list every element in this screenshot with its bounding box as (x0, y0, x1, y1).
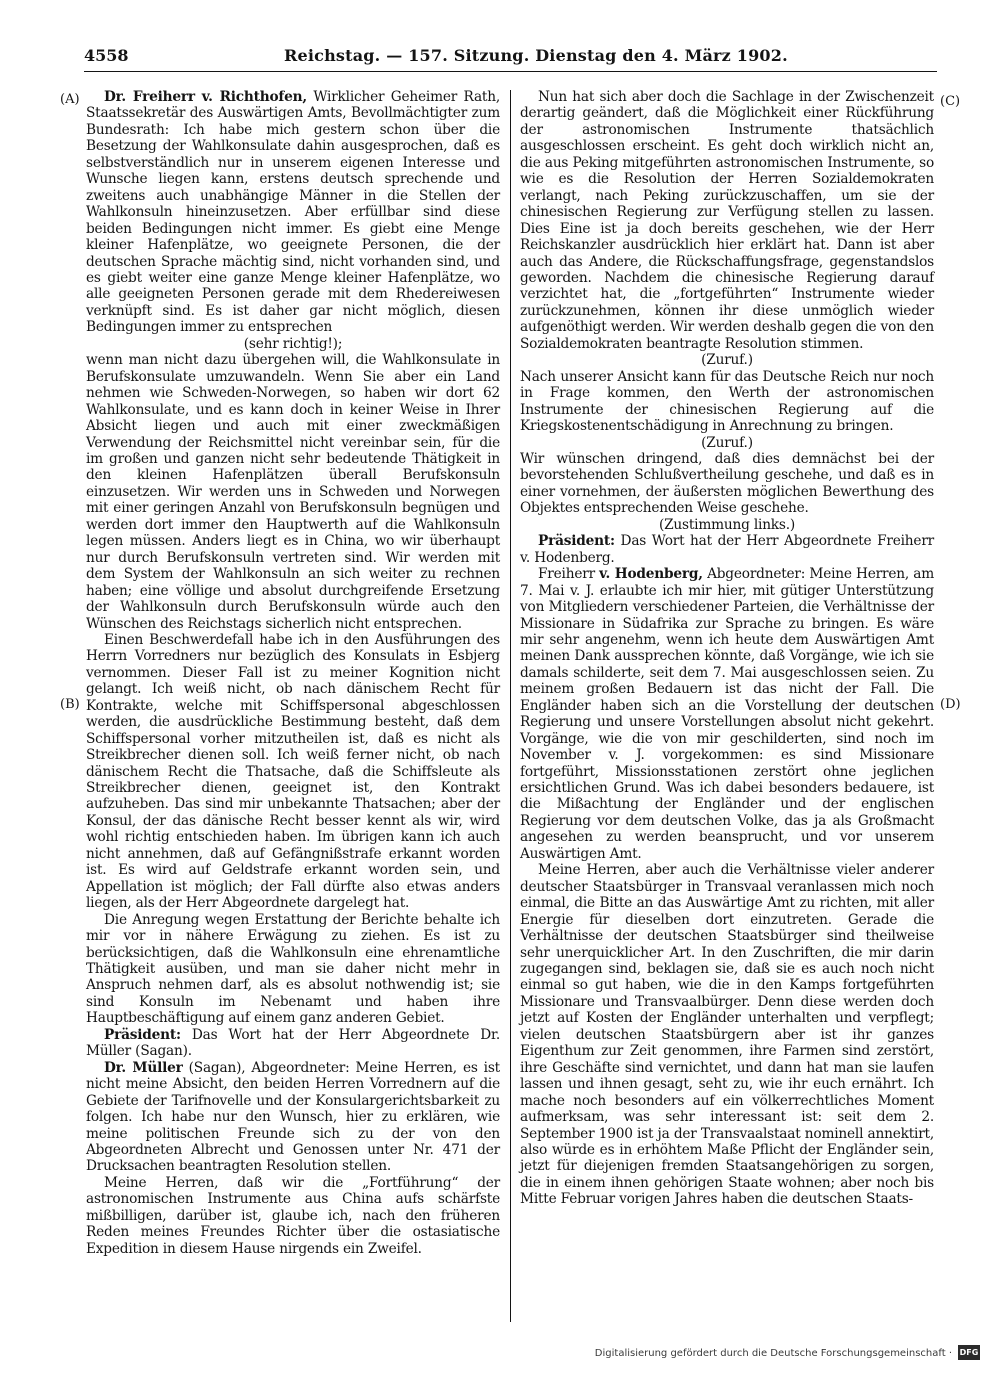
paragraph: Einen Beschwerdefall habe ich in den Ausführungen des Herrn Vorredners nur bezüglich des Konsulats in Esbjerg vernommen. Dieser Fall ist zu meiner Kognition nicht gelangt. Ich weiß nicht, ob nach dänischem Recht für Kontrakte, welche mit Schiffspersonal abgeschlossen werden, die ausdrückliche Bestimmung besteht, daß dem Schiffspersonal vorher mitzutheilen ist, daß es nicht als Streikbrecher dienen soll. Ich weiß ferner nicht, ob nach dänischem Recht die Thatsache, daß die Schiffsleute als Streikbrecher dienen, geeignet ist, den Kontrakt aufzuheben. Das sind mir unbekannte Thatsachen; aber der Konsul, der das dänische Recht besser kennt als wir, wird wohl richtig entschieden haben. Im übrigen kann ich auch nicht annehmen, daß auf Gefängnißstrafe erkannt worden ist. Es wird auf Geldstrafe erkannt worden sein, und Appellation ist möglich; der Fall dürfte also etwas anders liegen, als der Herr Abgeordnete dargelegt hat. (86, 631, 500, 912)
column-divider (510, 90, 511, 1322)
page-header (84, 44, 937, 70)
paragraph: Nach unserer Ansicht kann für das Deutsche Reich nur noch in Frage kommen, den Werth der astronomischen Instrumente der chinesischen Regierung auf die Kriegskostenentschädigung in Anrechnung zu bringen. (520, 368, 934, 435)
margin-mark-c: (C) (940, 94, 961, 109)
funding-note: Digitalisierung gefördert durch die Deutsche Forschungsgemeinschaft · (594, 1348, 952, 1359)
left-column (86, 89, 500, 1257)
speaker-title: Freiherr (538, 566, 600, 583)
paragraph: Die Anregung wegen Erstattung der Berichte behalte ich mir vor in nähere Erwägung zu ziehen. Es ist zu berücksichtigen, daß die Wahlkonsuln eine ehrenamtliche Thätigkeit ausüben, und man sie daher nicht mehr in Anspruch nehmen darf, als es absolut nothwendig ist; sie sind Konsuln im Nebenamt und haben ihre Hauptbeschäftigung auf einem ganz anderen Gebiet. (86, 911, 500, 1027)
president-label: Präsident: (104, 1026, 181, 1043)
speaker-name: v. Hodenberg, (599, 566, 703, 583)
paragraph-text: Das Wort hat der Herr Abgeordnete Dr. Müller (Sagan). (86, 1026, 500, 1060)
speaker-name: Dr. Freiherr v. Richthofen, (104, 89, 307, 105)
interjection: (Zuruf.) (701, 434, 753, 451)
footer (594, 1344, 980, 1364)
paragraph: Nun hat sich aber doch die Sachlage in der Zwischenzeit derartig geändert, daß die Möglichkeit einer Rückführung der astronomischen Instrumente thatsächlich ausgeschlossen erscheint. Es geht doch wirklich nicht an, die aus Peking mitgeführten astronomischen Instrumente, so wie es die Resolution der Herren Sozialdemokraten verlangt, nach Peking zurückzuschaffen, um sie der chinesischen Regierung zur Verfügung stellen zu lassen. Dies Eine ist ja doch bereits geschehen, wie der Herr Reichskanzler ausdrücklich hier erklärt hat. Dann ist aber auch das Andere, die Rückschaffungsfrage, gegenstandslos geworden. Nachdem die chinesische Regierung darauf verzichtet hat, die „fortgeführten“ Instrumente wieder zurückzunehmen, können ihr diese unmöglich wieder aufgenöthigt werden. Wir werden deshalb gegen die von den Sozialdemokraten beantragte Resolution stimmen. (520, 89, 934, 352)
paragraph-text: Das Wort hat der Herr Abgeordnete Freiherr v. Hodenberg. (520, 533, 934, 566)
dfg-logo: DFG (958, 1345, 980, 1360)
paragraph (86, 1027, 500, 1060)
margin-mark-b: (B) (60, 697, 80, 712)
paragraph (520, 533, 934, 566)
paragraph (520, 566, 934, 862)
paragraph: Meine Herren, aber auch die Verhältnisse vieler anderer deutscher Staatsbürger in Transvaal veranlassen mich noch einmal, die Bitte an das Auswärtige Amt zu richten, mit aller Energie für dieselben dort einzutreten. Gerade die Verhältnisse der deutschen Staatsbürger sind theilweise sehr unerquicklicher Art. In den Zuschriften, die mir darin zugegangen sind, beklagen sie, daß sie es auch noch nicht einmal so gut haben, wie die in den Kamps fortgeführten Missionare und Transvaalbürger. Denn diese werden doch jetzt auf Kosten der Engländer unterhalten und verpflegt; vielen deutschen Staatsbürgern aber ist ihr ganzes Eigenthum zur Zeit genommen, ihre Farmen sind zerstört, ihre Geschäfte sind vernichtet, und dann hat man sie laufen lassen und ihnen gesagt, seht zu, wie ihr euch ernährt. Ich mache noch besonders auf ein völkerrechtliches Moment aufmerksam, was sehr interessant ist: seit dem 2. September 1900 ist ja der Transvaalstaat nominell annektirt, also würde es in erhöhtem Maße Pflicht der Engländer sein, jetzt für diejenigen fremden Staatsangehörigen zu sorgen, die in einem ihnen gehörigen Staate wohnen; aber noch bis Mitte Februar vorigen Jahres haben die deutschen Staats- (520, 862, 934, 1208)
right-column (520, 89, 934, 1208)
paragraph (86, 89, 500, 336)
paragraph: Meine Herren, daß wir die „Fortführung“ der astronomischen Instrumente aus China aufs schärfste mißbilligen, darüber ist, glaube ich, nach den früheren Reden meines Freundes Richter über die ostasiatische Expedition in diesem Hause nirgends ein Zweifel. (86, 1174, 500, 1257)
margin-mark-a: (A) (60, 92, 80, 107)
president-label: Präsident: (538, 533, 615, 550)
paragraph-text: (Sagan), Abgeordneter: Meine Herren, es ist nicht meine Absicht, den beiden Herren Vorrednern auf die Gebiete der Tarifnovelle und der Konsulargerichtsbarkeit zu folgen. Ich habe nur den Wunsch, hier zu erklären, wie meine politischen Freunde sich zu der von den Abgeordneten Albrecht und Genossen unter Nr. 471 der Drucksachen beantragten Resolution stellen. (86, 1059, 500, 1175)
paragraph: Wir wünschen dringend, daß dies demnächst bei der bevorstehenden Schlußvertheilung geschehe, und daß es in einer vornehmen, der äußersten möglichen Bewerthung des Objektes entsprechenden Weise geschehe. (520, 450, 934, 517)
interjection: (sehr richtig!); (243, 335, 343, 352)
paragraph: wenn man nicht dazu übergehen will, die Wahlkonsulate in Berufskonsulate umzuwandeln. Wenn Sie aber ein Land nehmen wie Schweden-Norwegen, so haben wir dort 62 Wahlkonsulate, und es kann doch in keiner Weise in Ihrer Absicht liegen und auch mit einer zweckmäßigen Verwendung der Reichsmittel nicht vereinbar sein, für die im großen und ganzen nicht sehr bedeutende Thätigkeit in den kleinen Hafenplätzen überall Berufskonsuln einzusetzen. Wir werden uns in Schweden und Norwegen mit einer geringen Anzahl von Berufskonsuln begnügen und werden dort immer den Hauptwerth auf die Wahlkonsuln legen müssen. Anders liegt es in China, wo wir überhaupt nur durch Berufskonsuln vertreten sind. Wir werden mit dem System der Wahlkonsuln an sich weiter zu rechnen haben; eine völlige und absolut durchgreifende Ersetzung der Wahlkonsuln durch Berufskonsuln würde auch den Wünschen des Reichstags sicherlich nicht entsprechen. (86, 352, 500, 632)
running-title: Reichstag. — 157. Sitzung. Dienstag den 4. März 1902. (284, 46, 788, 65)
interjection: (Zuruf.) (701, 352, 753, 369)
speaker-name: Dr. Müller (104, 1059, 183, 1076)
interjection: (Zustimmung links.) (658, 516, 796, 533)
paragraph-text: Wirklicher Geheimer Rath, Staatssekretär des Auswärtigen Amts, Bevollmächtigter zum Bundesrath: Ich habe mich gestern schon über die Besetzung der Wahlkonsulate dahin ausgesprochen, daß es selbstverständlich nur in unserem eigenen Interesse und Wunsche liegen kann, erstens deutsch sprechende und zweitens auch unabhängige Männer in die Stellen der Wahlkonsuln hineinzusetzen. Aber erfüllbar sind diese beiden Bedingungen nicht immer. Es giebt eine Menge kleiner Hafenplätze, wo geeignete Personen, die der deutschen Sprache mächtig sind, nicht vorhanden sind, und es giebt weiter eine ganze Menge kleiner Hafenplätze, wo alle geeigneten Personen gerade mit dem Rhedereiwesen verknüpft sind. Es ist daher gar nicht möglich, diesen Bedingungen immer zu entsprechen (86, 89, 500, 336)
margin-mark-d: (D) (940, 697, 961, 712)
header-rule (84, 71, 937, 72)
page-number: 4558 (84, 46, 129, 65)
paragraph (86, 1060, 500, 1175)
paragraph-text: Abgeordneter: Meine Herren, am 7. Mai v. J. erlaubte ich mir hier, mit gütiger Unterstützung von Mitgliedern verschiedener Parteien, die Verhältnisse der Missionare in Südafrika zur Sprache zu bringen. Es wäre mir sehr angenehm, wenn ich heute dem Auswärtigen Amt meinen Dank aussprechen könnte, daß Vorgänge, wie ich sie damals schilderte, seit dem 7. Mai ausgeschlossen seien. Zu meinem großen Bedauern ist das nicht der Fall. Die Engländer haben sich an die Vorstellung der deutschen Regierung und unsere Vorstellungen absolut nicht gekehrt. Vorgänge, wie die von mir geschilderten, sind noch im November v. J. vorgekommen: es sind Missionare fortgeführt, Missionsstationen zerstört ohne jeglichen ersichtlichen Grund. Was ich dabei besonders bedauere, ist die Mißachtung der Engländer und der englischen Regierung vor dem deutschen Volke, das ja als Großmacht angesehen zu werden beansprucht, und vor unserem Auswärtigen Amt. (520, 566, 934, 862)
